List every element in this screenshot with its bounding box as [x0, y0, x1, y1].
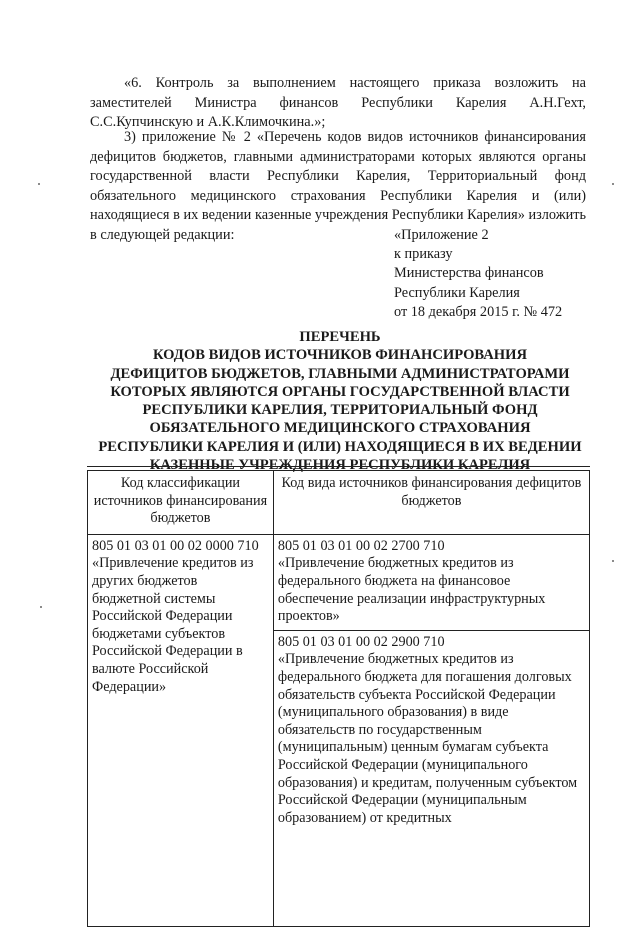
- item-description: «Привлечение бюджетных кредитов из федерального бюджета для погашения долговых обязательств субъекта Российской Федерации (муниципального образования) в виде обязательств по государственным (муниципальным) ценным бумагам субъекта Российской Федерации (муниципального образования) и кредитам, полученным субъектом Российской Федерации (муниципальным образованием) от кредитных: [277, 651, 578, 826]
- paragraph-control-clause: «6. Контроль за выполнением настоящего приказа возложить на заместителей Министра финансов Республики Карелия А.Н.Гехт, С.С.Купчинскую и А.К.Климочкина.»;: [90, 75, 586, 130]
- item-code: 805 01 03 01 00 02 2900 710: [277, 633, 445, 650]
- item-cell: [273, 534, 589, 630]
- heading-line: КОДОВ ВИДОВ ИСТОЧНИКОВ ФИНАНСИРОВАНИЯ: [152, 347, 528, 364]
- header-classification-code: Код классификации источников финансирования бюджетов: [88, 471, 274, 535]
- table-row: [88, 534, 590, 630]
- heading-line: РЕСПУБЛИКИ КАРЕЛИЯ, ТЕРРИТОРИАЛЬНЫЙ ФОНД: [142, 402, 538, 419]
- heading-line: КОТОРЫХ ЯВЛЯЮТСЯ ОРГАНЫ ГОСУДАРСТВЕННОЙ ВЛАСТИ: [110, 383, 570, 400]
- appendix-line: от 18 декабря 2015 г. № 472: [394, 303, 563, 320]
- scan-speck: [40, 606, 42, 608]
- scan-speck: [612, 183, 614, 185]
- scan-speck: [612, 560, 614, 562]
- codes-table: [87, 470, 590, 927]
- heading-line: ПЕРЕЧЕНЬ: [299, 329, 381, 345]
- appendix-reference: [394, 226, 562, 322]
- item-description: «Привлечение бюджетных кредитов из федерального бюджета на финансовое обеспечение реализации инфраструктурных проектов»: [277, 555, 546, 625]
- group-code: 805 01 03 01 00 02 0000 710: [92, 537, 259, 554]
- appendix-line: «Приложение 2: [394, 227, 489, 243]
- group-description: «Привлечение кредитов из других бюджетов бюджетной системы Российской Федерации бюджетами субъектов Российской Федерации в валюте Российской Федерации»: [92, 555, 254, 695]
- heading-line: ДЕФИЦИТОВ БЮДЖЕТОВ, ГЛАВНЫМИ АДМИНИСТРАТОРАМИ: [110, 365, 570, 382]
- item-cell: [273, 630, 589, 926]
- appendix-line: Республики Карелия: [394, 284, 520, 301]
- scan-speck: [38, 183, 40, 185]
- header-source-type-code: Код вида источников финансирования дефицитов бюджетов: [273, 471, 589, 535]
- heading-line: ОБЯЗАТЕЛЬНОГО МЕДИЦИНСКОГО СТРАХОВАНИЯ: [149, 420, 531, 437]
- item-code: 805 01 03 01 00 02 2700 710: [277, 537, 445, 554]
- paragraph-appendix-amendment: 3) приложение № 2 «Перечень кодов видов источников финансирования дефицитов бюджетов, главными администраторами которых являются органы государственной власти Республики Карелия, Территориальный фонд обязательного медицинского страхования Республики Карелия и (или) находящиеся в их ведении казенные учреждения Республики Карелия» изложить в следующей редакции:: [90, 129, 586, 243]
- appendix-line: к приказу: [394, 246, 453, 263]
- list-heading: [80, 328, 600, 474]
- heading-line: РЕСПУБЛИКИ КАРЕЛИЯ И (ИЛИ) НАХОДЯЩИЕСЯ В ИХ ВЕДЕНИИ: [98, 438, 582, 455]
- group-cell: [88, 534, 274, 926]
- table-header-row: [88, 471, 590, 535]
- appendix-line: Министерства финансов: [394, 265, 544, 282]
- heading-line: КАЗЕННЫЕ УЧРЕЖДЕНИЯ РЕСПУБЛИКИ КАРЕЛИЯ: [149, 457, 531, 474]
